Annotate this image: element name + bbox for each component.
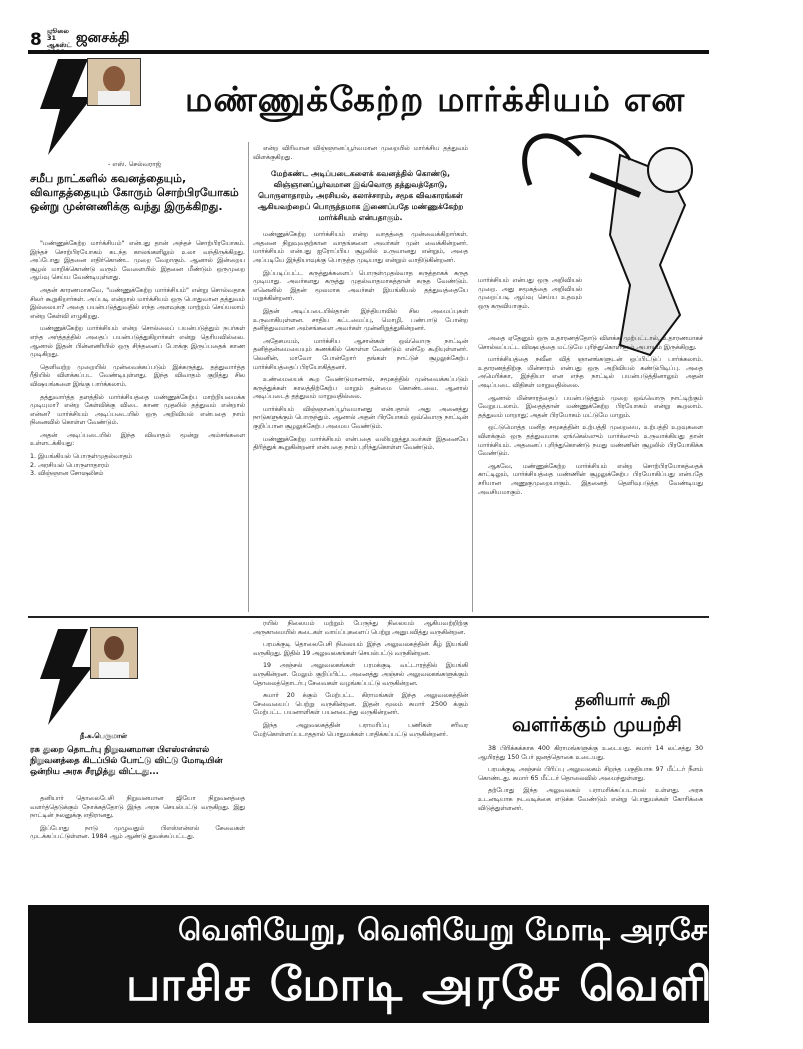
paragraph: அதேசமயம், மார்க்சிய ஆசான்கள் ஒவ்வொரு நாட்டின் தனித்தன்மையையும் கணக்கில் கொள்ள வேண்டும் என்றே கூறியுள்ளனர். லெனின், மாவோ போன்றோர் தங்கள் நாட்டுச் சூழலுக்கேற்ப மார்க்சியத்தைப் பிரயோகித்தனர்.: [253, 337, 468, 371]
article-column-6: [478, 745, 703, 910]
paragraph: உண்மையைக் கூற வேண்டுமானால், சமூகத்தில் முன்வைக்கப்படும் கருத்துக்கள் காலத்திற்கேற்ப மாறும் தன்மை கொண்டவை. ஆனால் அடிப்படைத் தத்துவம் மாறுவதில்லை.: [253, 376, 468, 401]
paragraph: அதன் அடிப்படையில் இந்த விவாதம் மூன்று அம்சங்களை உள்ளடக்கியது:: [30, 431, 245, 448]
slogan-line-2: பாசிச மோடி அரசே வெளி: [126, 957, 714, 1011]
issue-date: ஜூலை 31 ஆகஸ்ட்: [47, 27, 72, 49]
author-byline: நீ.க.பெருமாள்: [80, 732, 128, 740]
list-item: 2. அரசியல் பொருளாதாரம்: [30, 461, 110, 469]
paragraph: இதன் அடிப்படையில்தான் இந்தியாவில் சில அமைப்புகள் உருவாகியுள்ளன. சாதிய கட்டமைப்பு, மொழி, பண்பாடு போன்ற தனித்துவமான அம்சங்களை அவர்கள் முன்னிறுத்துகின்றனர்.: [253, 307, 468, 333]
paragraph: மண்ணுக்கேற்ற மார்க்சியம் என்பதை வலியுறுத்துபவர்கள் இதனையே திரித்துக் கூறுகின்றனர் என்பதை நாம் புரிந்துகொள்ள வேண்டும்.: [253, 435, 468, 452]
paragraph: அதை ஏதேனும் ஒரு உதாரணத்தோடு விளக்க முற்பட்டால், உதாரணமாகச் சொல்லப்பட்ட விஷயத்தை மட்டுமே புரிந்துகொள்ளும் அபாயம் இருக்கிறது.: [478, 335, 703, 351]
paragraph: "மண்ணுக்கேற்ற மார்க்சியம்" என்பது தான் அந்தச் சொற்பிரயோகம். இந்தச் சொற்பிரயோகம் கடந்த காலங்களிலும் உலா வந்திருக்கிறது. அப்போது இதனை எதிர்கொண்ட முறை வேறாகும். ஆனால் இன்றைய சூழல் மாறிக்கொண்டு வரும் வேளையில் இதனை மீண்டும் ஒருமுறை ஆய்வு செய்ய வேண்டியுள்ளது.: [30, 240, 245, 282]
list-item: 1. இயங்கியல் பொருள்முதல்வாதம்: [30, 453, 133, 461]
article-column-3: [478, 335, 703, 612]
article-headline: மண்ணுக்கேற்ற மார்க்சியம் என: [185, 80, 686, 120]
article-lead: சமீப நாட்களில் கவனத்தையும், விவாதத்தையும் கோரும் சொற்பிரயோகம் ஒன்று முன்னணிக்கு வந்து இருக்கிறது.: [30, 172, 239, 213]
paragraph: மண்ணுக்கேற்ற மார்க்சியம் என்ற சொல்லைப் பயன்படுத்தும் நபர்கள் எந்த அர்த்தத்தில் அதைப் பயன்படுத்துகிறார்கள் என்று தெரியவில்லை. ஆனால் இதன் பின்னணியில் ஒரு சிந்தனைப் போக்கு இருப்பதைக் காண முடிகிறது.: [30, 325, 245, 359]
paragraph: இப்படிப்பட்ட கருத்துக்களைப் பொருள்முதல்வாத கருத்தாகக் கருத முடியாது. அவர்களது கருத்து முதல்வாதமாகத்தான் கருத வேண்டும். எனெனில் இதன் மூலமாக அவர்கள் இயங்கியல் தத்துவத்தையே மறுக்கின்றனர்.: [253, 269, 468, 303]
paragraph: அதன் காரணமாகவே, "மண்ணுக்கேற்ற மார்க்சியம்" என்று சொல்வதாக சிலர் கூறுகிறார்கள். அப்படி என்றால் மார்க்சியம் ஒரு பொதுவான தத்துவம் இல்லையா? அதை பயன்படுத்துவதில் எந்த அளவுக்கு மாற்றம் செய்யலாம் என்ற கேள்வி எழுகிறது.: [30, 286, 245, 320]
masthead: [0, 0, 709, 50]
list-item: 3. விஞ்ஞான சோஷலிசம்: [30, 470, 104, 478]
slogan-line-1: வெளியேறு, வெளியேறு மோடி அரசே வெளி: [178, 913, 803, 948]
paragraph: 19 அஞ்சல் அலுவலகங்கள் பரமக்குடி வட்டாரத்தில் இயங்கி வருகின்றன. மேலும் குறிப்பிட்ட அனைத்து அஞ்சல் அலுவலகங்களுக்கும் தொலைத்தொடர்பு சேவைகள் வழங்கப்பட்டு வருகின்றன.: [253, 662, 468, 687]
article-headline-line-1: தனியார் கூறி: [575, 690, 671, 709]
article-column-4: [30, 795, 245, 910]
paragraph: சுமார் 20 க்கும் மேற்பட்ட கிராமங்கள் இந்த அலுவலகத்தின் சேவையைப் பெற்று வருகின்றன. இதன் மூலம் சுமார் 2500 க்கும் மேற்பட்ட பயனாளிகள் பயனடைந்து வருகின்றனர்.: [253, 692, 468, 717]
article-lead: ரசு துறை தொடர்பு நிறுவனமான பிஎஸ்என்எல் நிறுவனத்தை கிடப்பில் போட்டு விட்டு மோடியின் ஒன்றிய அரசு சீரழித்து விட்டது...: [30, 745, 223, 777]
paragraph: என்ற விரிவான விஞ்ஞானப்பூர்வமான முறையில் மார்க்சிய தத்துவம் விளக்குகிறது.: [253, 145, 468, 161]
paragraph: தத்துவார்த்த தளத்தில் மார்க்சியத்தை மண்ணுக்கேற்ப மாற்றியமைக்க முடியுமா? என்ற கேள்விக்கு விடை காண முதலில் தத்துவம் என்றால் என்ன? மார்க்சியம் அடிப்படையில் ஒரு அறிவியல் என்பதை நாம் நினைவில் கொள்ள வேண்டும்.: [30, 393, 245, 427]
pull-quote: மேற்கண்ட அடிப்படைகளைக் கவனத்தில் கொண்டு, விஞ்ஞானப்பூர்வமான இவ்வொரு தத்துவத்தோடு, பொருளாதாரம், அரசியல், கலாச்சாரம், சமூக விவகாரங்கள் ஆகியவற்றைப் பொருத்தமாக இணைப்பதே மண்ணுக்கேற்ற மார்க்சியம் என்பதாகும்.: [257, 169, 464, 223]
numbered-list: [30, 453, 245, 479]
column-divider: [472, 380, 473, 612]
article-headline-line-2: வளர்க்கும் முயற்சி: [512, 712, 682, 736]
author-photo: [87, 58, 141, 106]
paragraph: மார்க்சியத்தை நவீன வித் ஞானங்களுடன் ஒப்பிட்டுப் பார்க்கலாம். உதாரணத்திற்கு மின்சாரம் என்பது ஒரு அறிவியல் கண்டுபிடிப்பு. அதை அமெரிக்கா, இந்தியா என எந்த நாட்டில் பயன்படுத்தினாலும் அதன் அடிப்படை விதிகள் மாறுவதில்லை.: [478, 356, 703, 389]
side-column-text: மார்க்சியம் என்பது ஒரு அறிவியல் முறை. அது சமூகத்தை அறிவியல் முறைப்படி ஆய்வு செய்ய உதவும் ஒரு கருவியாகும்.: [478, 277, 582, 310]
paragraph: ஆகவே, மண்ணுக்கேற்ற மார்க்சியம் என்ற சொற்பிரயோகத்தைக் காட்டிலும், மார்க்சியத்தை மண்ணின் சூழலுக்கேற்ப பிரயோகிப்பது என்பதே சரியான அணுகுமுறையாகும். இதனைத் தெளிவுபடுத்த வேண்டியது அவசியமாகும்.: [478, 462, 703, 496]
paragraph: இப்போது நாடு முழுவதும் பிஎஸ்என்எல் சேவைகள் முடக்கப்பட்டுள்ளன. 1984 ஆம் ஆண்டு துவக்கப்பட்டது.: [30, 824, 245, 841]
paragraph: 38 பிரிக்கக்காக 400 கிராமங்களுக்கு உடையது. சுமார் 14 லட்சத்து 30 ஆயிரத்து 150 பேர் ஜனத்தொகை உடையது.: [478, 745, 703, 761]
paragraph: மார்க்சியம் விஞ்ஞானப்பூர்வமானது என்பதால் அது அனைத்து நாடுகளுக்கும் பொருந்தும். ஆனால் அதன் பிரயோகம் ஒவ்வொரு நாட்டின் குறிப்பான சூழலுக்கேற்ப அமைய வேண்டும்.: [253, 405, 468, 431]
paragraph: பரமக்குடி அஞ்சல் பிரிப்பு அலுவலகம் சிறந்த பகுதியாக 97 மீட்டர் நீளம் கொண்டது. சுமார் 65 மீட்டர் தொலைவில் அமைந்துள்ளது.: [478, 766, 703, 782]
article-column-1: [30, 240, 245, 612]
article-column-5: [253, 620, 468, 910]
author-photo: [90, 627, 138, 679]
paragraph: மண்ணுக்கேற்ற மார்க்சியம் என்ற வாதத்தை முன்வைக்கிறார்கள். அதனை நிறுவுவதற்கான வாதங்களை அவர்கள் முன் வைக்கின்றனர். மார்க்சியம் என்பது ஐரோப்பிய சூழலில் உருவானது என்றும், அதை அப்படியே இந்தியாவுக்கு பொருத்த முடியாது என்றும் வாதிடுகின்றனர்.: [253, 231, 468, 264]
paper-name: ஜனசக்தி: [76, 30, 130, 46]
paragraph: தெளிவற்ற முறையில் முன்வைக்கப்படும் இக்கருத்து, தத்துவார்த்த ரீதியில் விளக்கப்பட வேண்டியுள்ளது. இந்த விவாதம் குறித்து சில விஷயங்களை இங்கு பார்க்கலாம்.: [30, 363, 245, 388]
author-byline: - எஸ். செல்வராஜ்: [108, 160, 162, 168]
paragraph: தனியார் தொலைபேசி நிறுவனமான ஜியோ நிறுவனத்தை வளர்த்தெடுக்கும் நோக்கத்தோடு இந்த அரசு செயல்பட்டு வருகிறது. இது நாட்டின் நலனுக்கு எதிரானது.: [30, 795, 245, 820]
paragraph: ஆனால் மின்சாரத்தைப் பயன்படுத்தும் முறை ஒவ்வொரு நாட்டிற்கும் வேறுபடலாம். இதைத்தான் மண்ணுக்கேற்ற பிரயோகம் என்று கூறலாம். தத்துவம் மாறாது; அதன் பிரயோகம் மட்டுமே மாறும்.: [478, 394, 703, 419]
paragraph: இந்த அலுவலகத்தின் பராமரிப்பு பணிகள் சரிவர மேற்கொள்ளப்படாததால் பொதுமக்கள் பாதிக்கப்பட்டு வருகின்றனர்.: [253, 721, 468, 738]
paragraph: ஒட்டுமொத்த மனித சமூகத்தின் உற்பத்தி முறையை, உற்பத்தி உறவுகளை விளக்கும் ஒரு தத்துவமாக ஏங்கெல்ஸும் மார்க்ஸும் உருவாக்கியது தான் மார்க்சியம். அதனைப் புரிந்துகொண்டு நமது மண்ணின் சூழலில் பிரயோகிக்க வேண்டும்.: [478, 424, 703, 458]
paragraph: பரமக்குடி தொலைபேசி நிலையம் இந்த அலுவலகத்தின் கீழ் இயங்கி வருகிறது. இதில் 19 அலுவலகங்கள் செயல்பட்டு வருகின்றன.: [253, 641, 468, 657]
masthead-rule: [28, 50, 709, 54]
page-number: 8: [30, 30, 42, 50]
slogan-banner: [28, 905, 803, 1023]
paragraph: ரயில் நிலையம் மற்றும் பேருந்து நிலையம் ஆகியவற்றிற்கு அருகாமையில் கடைகள் வாய்ப்புகளைப் பெற்று அனுபவித்து வருகின்றன.: [253, 620, 468, 636]
section-divider: [28, 616, 709, 618]
article-column-2: [253, 145, 468, 612]
paragraph: தற்போது இந்த அலுவலகம் பராமரிக்கப்படாமல் உள்ளது. அரசு உடனடியாக நடவடிக்கை எடுக்க வேண்டும் என்று பொதுமக்கள் கோரிக்கை விடுத்துள்ளனர்.: [478, 787, 703, 812]
column-divider: [248, 142, 249, 612]
